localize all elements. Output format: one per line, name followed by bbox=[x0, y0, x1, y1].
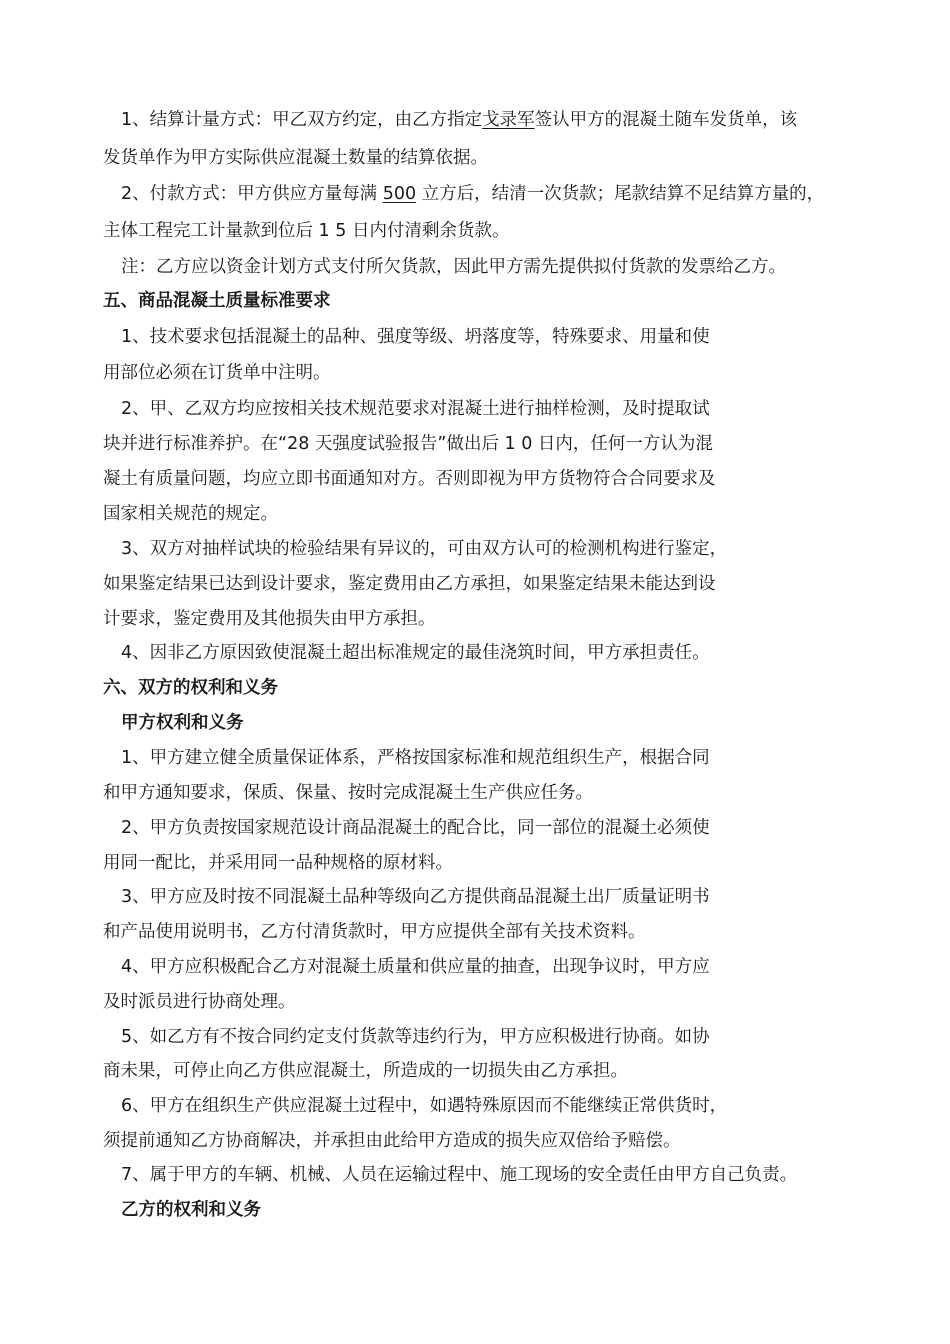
designated-signer-name: 戈录军 bbox=[482, 110, 535, 130]
clause-line: 2、甲方负责按国家规范设计商品混凝土的配合比，同一部位的混凝土必须使 bbox=[121, 818, 710, 838]
clause-line: 7、属于甲方的车辆、机械、人员在运输过程中、施工现场的安全责任由甲方自己负责。 bbox=[121, 1165, 798, 1185]
subheading-party-a: 甲方权利和义务 bbox=[121, 713, 244, 733]
clause-line: 6、甲方在组织生产供应混凝土过程中，如遇特殊原因而不能继续正常供货时， bbox=[121, 1096, 728, 1116]
clause-line: 须提前通知乙方协商解决，并承担由此给甲方造成的损失应双倍给予赔偿。 bbox=[103, 1131, 681, 1151]
payment-note: 注：乙方应以资金计划方式支付所欠货款，因此甲方需先提供拟付货款的发票给乙方。 bbox=[121, 257, 786, 277]
clause-line: 国家相关规范的规定。 bbox=[103, 504, 278, 524]
clause-settlement-measure bbox=[121, 109, 797, 131]
clause-line: 如果鉴定结果已达到设计要求，鉴定费用由乙方承担，如果鉴定结果未能达到设 bbox=[103, 574, 716, 594]
clause-line: 1、技术要求包括混凝土的品种、强度等级、坍落度等，特殊要求、用量和使 bbox=[121, 327, 710, 347]
clause-line: 计要求，鉴定费用及其他损失由甲方承担。 bbox=[103, 609, 436, 629]
clause-line: 和产品使用说明书，乙方付清货款时，甲方应提供全部有关技术资料。 bbox=[103, 922, 646, 942]
clause-line: 4、因非乙方原因致使混凝土超出标准规定的最佳浇筑时间，甲方承担责任。 bbox=[121, 643, 710, 663]
payment-quantity: 500 bbox=[382, 184, 417, 204]
clause-line: 4、甲方应积极配合乙方对混凝土质量和供应量的抽查，出现争议时，甲方应 bbox=[121, 957, 710, 977]
clause-line: 用同一配比，并采用同一品种规格的原材料。 bbox=[103, 853, 453, 873]
clause-line: 发货单作为甲方实际供应混凝土数量的结算依据。 bbox=[103, 148, 488, 168]
clause-text: 1、结算计量方式：甲乙双方约定，由乙方指定 bbox=[121, 110, 483, 130]
section-heading-rights: 六、双方的权利和义务 bbox=[103, 678, 278, 698]
clause-payment bbox=[121, 183, 824, 205]
clause-line: 2、甲、乙双方均应按相关技术规范要求对混凝土进行抽样检测，及时提取试 bbox=[121, 399, 710, 419]
clause-line: 3、双方对抽样试块的检验结果有异议的，可由双方认可的检测机构进行鉴定， bbox=[121, 539, 728, 559]
clause-text: 签认甲方的混凝土随车发货单，该 bbox=[534, 110, 798, 130]
clause-line: 块并进行标准养护。在“28 天强度试验报告”做出后 1 0 日内，任何一方认为混 bbox=[103, 434, 713, 454]
clause-line: 主体工程完工计量款到位后 1 5 日内付清剩余货款。 bbox=[103, 221, 510, 241]
clause-line: 1、甲方建立健全质量保证体系，严格按国家标准和规范组织生产，根据合同 bbox=[121, 748, 710, 768]
subheading-party-b: 乙方的权利和义务 bbox=[121, 1200, 261, 1220]
clause-line: 5、如乙方有不按合同约定支付货款等违约行为，甲方应积极进行协商。如协 bbox=[121, 1027, 710, 1047]
clause-line: 凝土有质量问题，均应立即书面通知对方。否则即视为甲方货物符合合同要求及 bbox=[103, 469, 716, 489]
section-heading-quality: 五、商品混凝土质量标准要求 bbox=[103, 291, 331, 311]
clause-line: 商未果，可停止向乙方供应混凝土，所造成的一切损失由乙方承担。 bbox=[103, 1061, 628, 1081]
clause-text: 立方后，结清一次货款；尾款结算不足结算方量的， bbox=[416, 184, 825, 204]
clause-line: 及时派员进行协商处理。 bbox=[103, 992, 296, 1012]
clause-line: 用部位必须在订货单中注明。 bbox=[103, 363, 331, 383]
clause-text: 2、付款方式：甲方供应方量每满 bbox=[121, 184, 383, 204]
clause-line: 3、甲方应及时按不同混凝土品种等级向乙方提供商品混凝土出厂质量证明书 bbox=[121, 887, 710, 907]
clause-line: 和甲方通知要求，保质、保量、按时完成混凝土生产供应任务。 bbox=[103, 783, 593, 803]
